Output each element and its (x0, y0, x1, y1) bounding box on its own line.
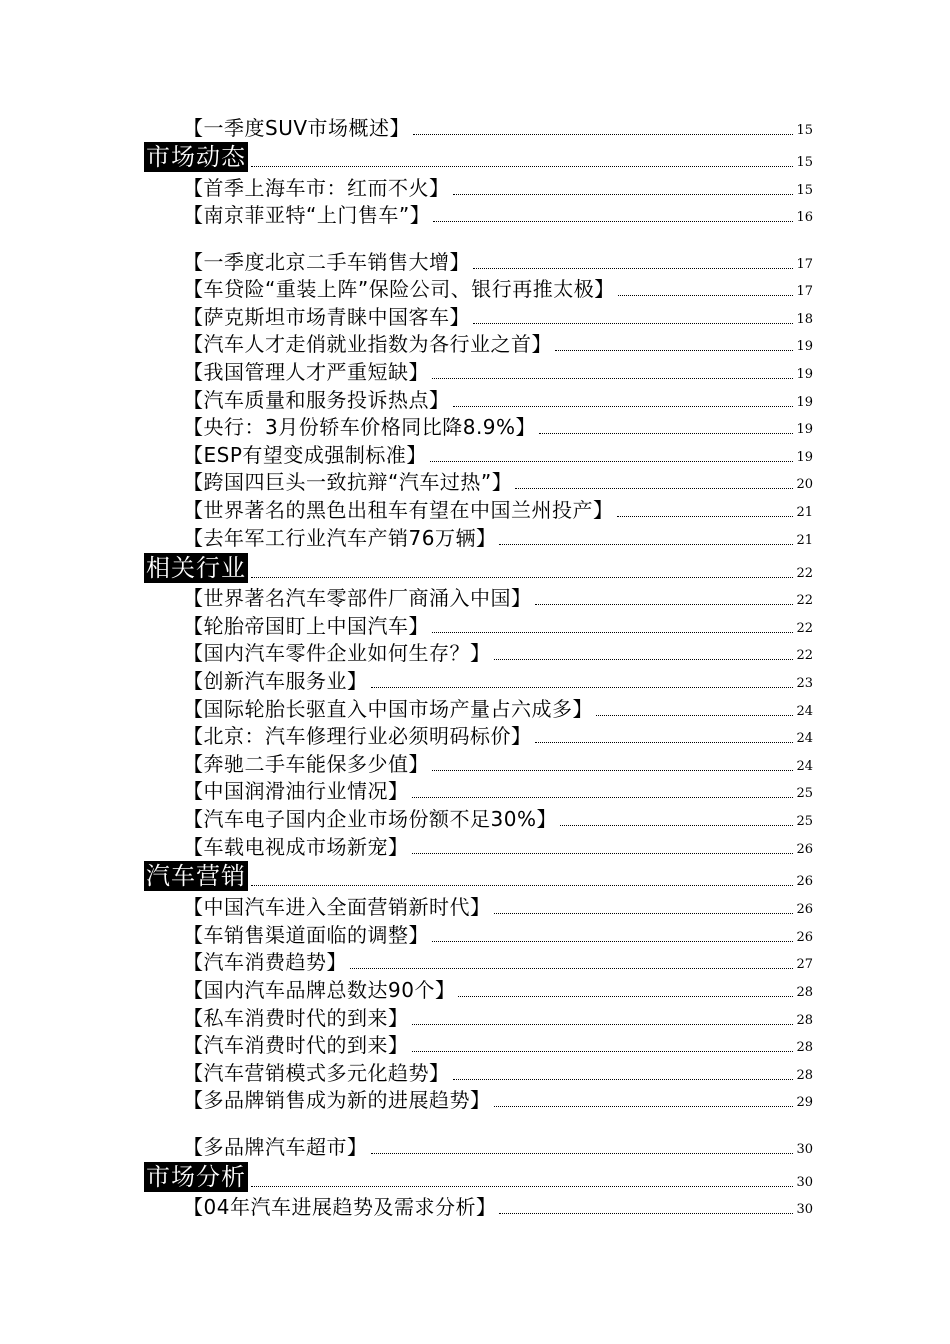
toc-entry[interactable] (183, 804, 813, 831)
page-number: 26 (796, 930, 813, 945)
entry-title: 【轮胎帝国盯上中国汽车】 (183, 614, 429, 638)
dot-leader (596, 715, 793, 716)
page-number: 22 (796, 566, 813, 581)
toc-entry[interactable] (183, 247, 813, 274)
page-number: 19 (796, 395, 813, 410)
page-number: 24 (796, 759, 813, 774)
entry-title: 【世界著名汽车零部件厂商涌入中国】 (183, 586, 532, 610)
entry-title: 【跨国四巨头一致抗辩“汽车过热”】 (183, 470, 513, 494)
page-number: 24 (796, 704, 813, 719)
page-number: 28 (796, 1013, 813, 1028)
toc-entry[interactable] (183, 1192, 813, 1219)
page-number: 18 (796, 312, 813, 327)
entry-title: 【汽车人才走俏就业指数为各行业之首】 (183, 332, 552, 356)
toc-entry[interactable] (183, 385, 813, 412)
dot-leader (251, 885, 793, 886)
toc-entry[interactable] (183, 440, 813, 467)
dot-leader (371, 687, 794, 688)
section-title: 相关行业 (146, 554, 246, 582)
entry-title: 【04年汽车进展趋势及需求分析】 (183, 1195, 497, 1219)
entry-title: 【车销售渠道面临的调整】 (183, 923, 429, 947)
toc-entry[interactable] (183, 495, 813, 522)
toc-entry[interactable] (183, 776, 813, 803)
dot-leader (560, 825, 794, 826)
dot-leader (617, 516, 794, 517)
entry-title: 【首季上海车市：红而不火】 (183, 176, 450, 200)
page-number: 27 (796, 957, 813, 972)
entry-title: 【去年军工行业汽车产销76万辆】 (183, 526, 497, 550)
toc-entry[interactable] (183, 721, 813, 748)
page-number: 26 (796, 874, 813, 889)
page-number: 30 (796, 1142, 813, 1157)
page-number: 26 (796, 902, 813, 917)
dot-leader (432, 378, 793, 379)
dot-leader (251, 166, 793, 167)
section-title: 市场分析 (146, 1163, 246, 1191)
entry-title: 【央行：3月份轿车价格同比降8.9%】 (183, 415, 537, 439)
dot-leader (618, 295, 794, 296)
dot-leader (432, 770, 793, 771)
entry-title: 【北京：汽车修理行业必须明码标价】 (183, 724, 532, 748)
dot-leader (499, 544, 793, 545)
dot-leader (453, 1079, 794, 1080)
page-number: 19 (796, 422, 813, 437)
toc-entry[interactable] (183, 666, 813, 693)
page-number: 22 (796, 648, 813, 663)
toc-section-heading[interactable] (144, 859, 813, 891)
entry-title: 【奔驰二手车能保多少值】 (183, 752, 429, 776)
toc-entry[interactable] (183, 1058, 813, 1085)
entry-title: 【世界著名的黑色出租车有望在中国兰州投产】 (183, 498, 614, 522)
toc-entry[interactable] (183, 583, 813, 610)
page-number: 16 (796, 210, 813, 225)
dot-leader (539, 433, 793, 434)
toc-entry[interactable] (183, 1003, 813, 1030)
toc-entry[interactable] (183, 749, 813, 776)
entry-title: 【私车消费时代的到来】 (183, 1006, 409, 1030)
toc-entry[interactable] (183, 892, 813, 919)
entry-title: 【中国汽车进入全面营销新时代】 (183, 895, 491, 919)
page-number: 23 (796, 676, 813, 691)
dot-leader (412, 853, 794, 854)
dot-leader (251, 1186, 793, 1187)
toc-entry[interactable] (183, 274, 813, 301)
entry-title: 【多品牌汽车超市】 (183, 1135, 368, 1159)
toc-entry[interactable] (183, 467, 813, 494)
toc-section-heading[interactable] (144, 1160, 813, 1192)
toc-entry[interactable] (183, 694, 813, 721)
entry-title: 【汽车消费趋势】 (183, 950, 347, 974)
toc-entry[interactable] (183, 1030, 813, 1057)
dot-leader (433, 221, 793, 222)
entry-title: 【一季度SUV市场概述】 (183, 116, 411, 140)
dot-leader (494, 913, 794, 914)
page-number: 17 (796, 257, 813, 272)
page-number: 19 (796, 450, 813, 465)
toc-entry[interactable] (183, 920, 813, 947)
dot-leader (453, 406, 794, 407)
page-number: 28 (796, 985, 813, 1000)
page-number: 25 (796, 786, 813, 801)
toc-entry[interactable] (183, 329, 813, 356)
page-number: 25 (796, 814, 813, 829)
page-number: 30 (796, 1202, 813, 1217)
page-number: 22 (796, 593, 813, 608)
entry-title: 【车贷险“重装上阵”保险公司、银行再推太极】 (183, 277, 615, 301)
entry-title: 【南京菲亚特“上门售车”】 (183, 203, 431, 227)
toc-entry[interactable] (183, 947, 813, 974)
dot-leader (432, 632, 793, 633)
toc-entry[interactable] (183, 173, 813, 200)
dot-leader (251, 577, 793, 578)
entry-title: 【国际轮胎长驱直入中国市场产量占六成多】 (183, 697, 593, 721)
page-number: 22 (796, 621, 813, 636)
dot-leader (412, 1051, 794, 1052)
dot-leader (458, 996, 793, 997)
page-number: 24 (796, 731, 813, 746)
page-number: 15 (796, 155, 813, 170)
dot-leader (350, 968, 793, 969)
dot-leader (412, 1024, 794, 1025)
page-number: 29 (796, 1095, 813, 1110)
section-title: 市场动态 (146, 143, 246, 171)
entry-title: 【一季度北京二手车销售大增】 (183, 250, 470, 274)
dot-leader (412, 797, 794, 798)
toc-entry[interactable] (183, 1085, 813, 1112)
toc-entry[interactable] (183, 200, 813, 227)
page-number: 28 (796, 1068, 813, 1083)
dot-leader (473, 268, 793, 269)
page-number: 17 (796, 284, 813, 299)
entry-title: 【我国管理人才严重短缺】 (183, 360, 429, 384)
entry-title: 【汽车消费时代的到来】 (183, 1033, 409, 1057)
entry-title: 【萨克斯坦市场青睐中国客车】 (183, 305, 470, 329)
entry-title: 【多品牌销售成为新的进展趋势】 (183, 1088, 491, 1112)
toc-entry[interactable] (183, 1132, 813, 1159)
entry-title: 【创新汽车服务业】 (183, 669, 368, 693)
entry-title: 【车载电视成市场新宠】 (183, 835, 409, 859)
toc-entry[interactable] (183, 302, 813, 329)
toc-section-heading[interactable] (144, 140, 813, 172)
dot-leader (555, 350, 793, 351)
toc-entry[interactable] (183, 113, 813, 140)
page-number: 21 (796, 533, 813, 548)
entry-title: 【国内汽车零件企业如何生存？】 (183, 641, 491, 665)
toc-section-heading[interactable] (144, 551, 813, 583)
dot-leader (499, 1213, 793, 1214)
page-number: 19 (796, 339, 813, 354)
toc-entry[interactable] (183, 357, 813, 384)
dot-leader (430, 461, 794, 462)
page-number: 21 (796, 505, 813, 520)
dot-leader (494, 1106, 794, 1107)
dot-leader (432, 941, 793, 942)
toc-entry[interactable] (183, 412, 813, 439)
toc-entry[interactable] (183, 611, 813, 638)
entry-title: 【国内汽车品牌总数达90个】 (183, 978, 456, 1002)
toc-entry[interactable] (183, 832, 813, 859)
toc-entry[interactable] (183, 523, 813, 550)
page-number: 20 (796, 477, 813, 492)
dot-leader (535, 742, 794, 743)
page-number: 15 (796, 183, 813, 198)
entry-title: 【ESP有望变成强制标准】 (183, 443, 427, 467)
section-title: 汽车营销 (146, 862, 246, 890)
dot-leader (473, 323, 793, 324)
entry-title: 【汽车电子国内企业市场份额不足30%】 (183, 807, 557, 831)
dot-leader (535, 604, 794, 605)
dot-leader (453, 194, 794, 195)
toc-entry[interactable] (183, 638, 813, 665)
page-number: 26 (796, 842, 813, 857)
entry-title: 【汽车质量和服务投诉热点】 (183, 388, 450, 412)
dot-leader (413, 134, 793, 135)
page-number: 15 (796, 123, 813, 138)
dot-leader (515, 488, 793, 489)
dot-leader (371, 1153, 794, 1154)
toc-entry[interactable] (183, 975, 813, 1002)
dot-leader (494, 659, 794, 660)
page-number: 28 (796, 1040, 813, 1055)
page-number: 19 (796, 367, 813, 382)
entry-title: 【中国润滑油行业情况】 (183, 779, 409, 803)
entry-title: 【汽车营销模式多元化趋势】 (183, 1061, 450, 1085)
page-number: 30 (796, 1175, 813, 1190)
